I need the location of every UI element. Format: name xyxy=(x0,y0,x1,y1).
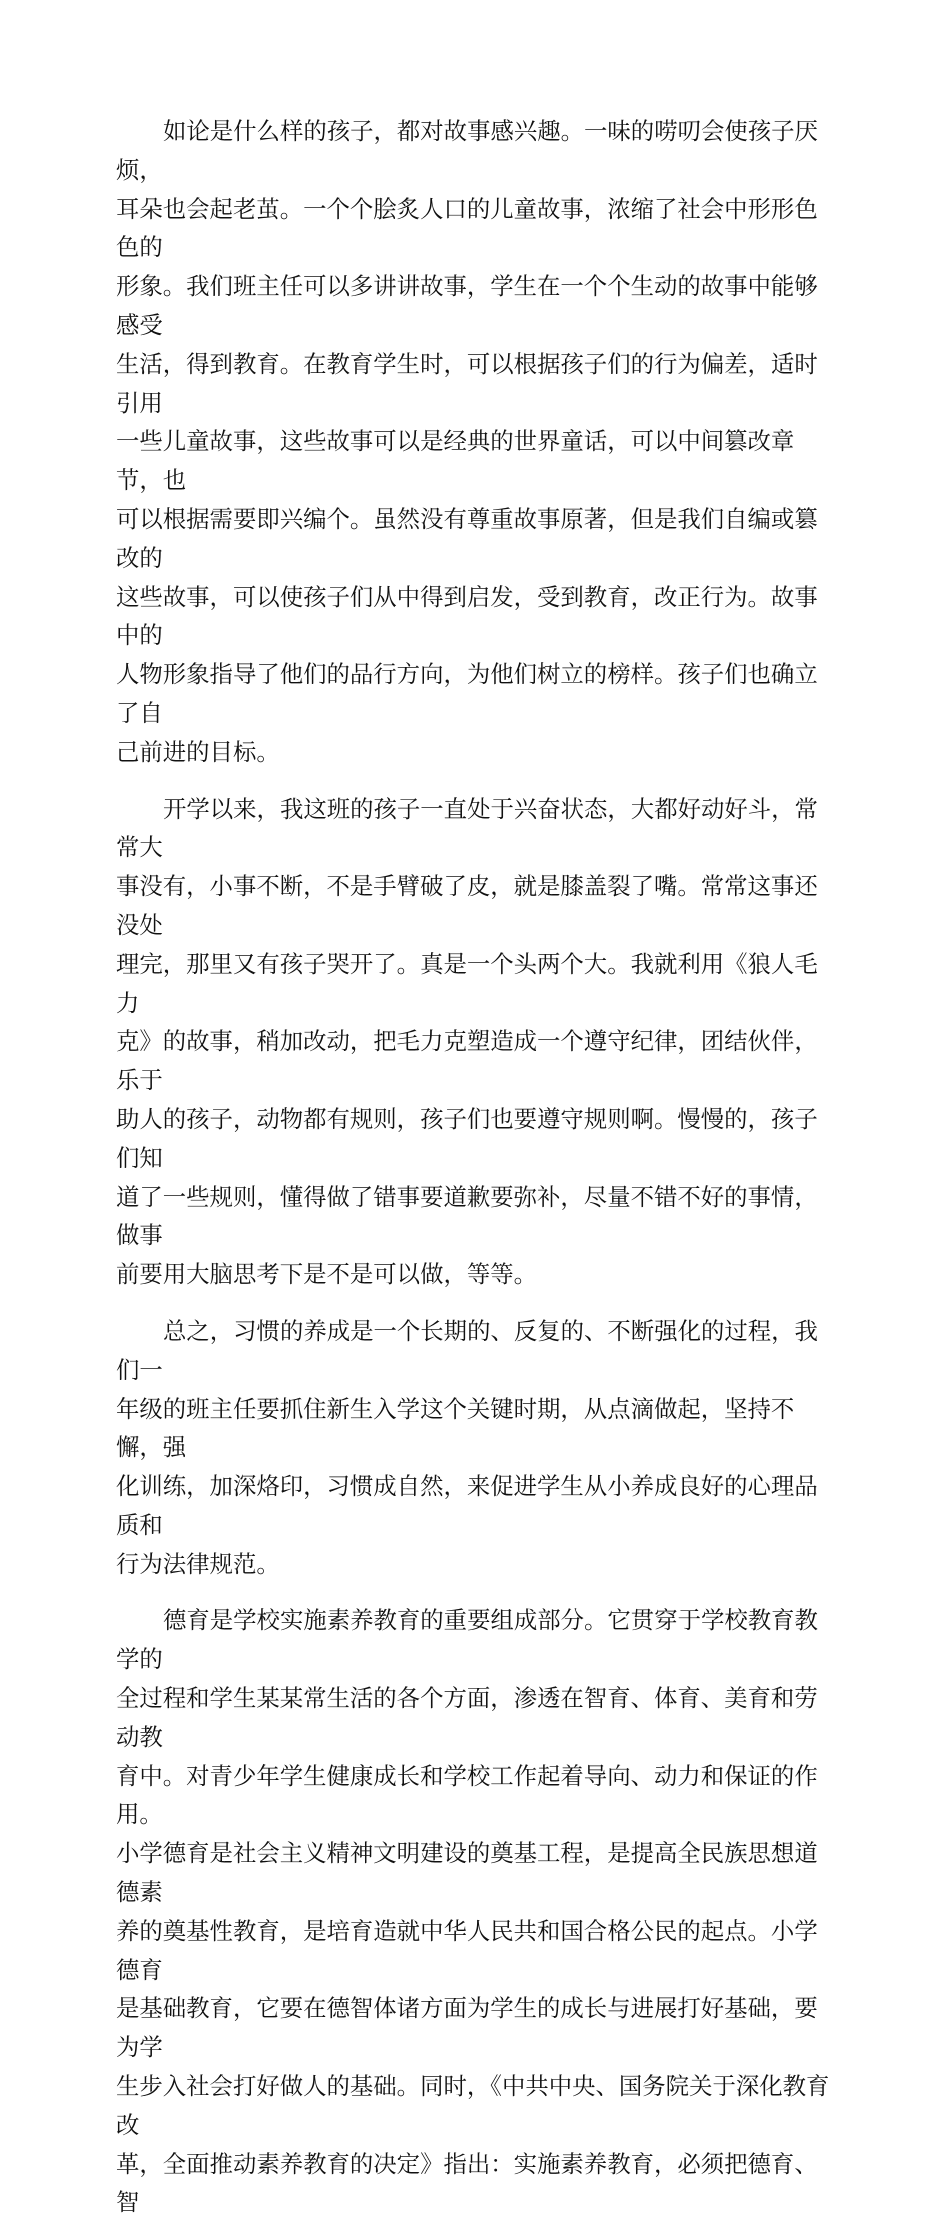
text-line: 革，全面推动素养教育的决定》指出：实施素养教育，必须把德育、智 xyxy=(116,2149,818,2217)
text-line: 道了一些规则，懂得做了错事要道歉要弥补，尽量不错不好的事情，做事 xyxy=(116,1182,818,1250)
text-line: 形象。我们班主任可以多讲讲故事，学生在一个个生动的故事中能够感受 xyxy=(116,272,818,339)
text-line: 小学德育是社会主义精神文明建设的奠基工程，是提高全民族思想道德素 xyxy=(116,1839,818,1907)
text-line: 助人的孩子，动物都有规则，孩子们也要遵守规则啊。慢慢的，孩子们知 xyxy=(116,1104,818,1172)
text-line: 一些儿童故事，这些故事可以是经典的世界童话，可以中间篡改章节，也 xyxy=(116,427,795,495)
text-line: 年级的班主任要抓住新生入学这个关键时期，从点滴做起，坚持不懈，强 xyxy=(116,1394,795,1462)
text-line: 行为法律规范。 xyxy=(116,1549,280,1578)
text-line: 全过程和学生某某常生活的各个方面，渗透在智育、体育、美育和劳动教 xyxy=(116,1684,818,1751)
text-line: 是基础教育，它要在德智体诸方面为学生的成长与进展打好基础，要为学 xyxy=(116,1994,818,2062)
paragraph-2 xyxy=(116,790,836,1294)
text-line: 化训练，加深烙印，习惯成自然，来促进学生从小养成良好的心理品质和 xyxy=(116,1472,818,1539)
text-line: 如论是什么样的孩子，都对故事感兴趣。一味的唠叨会使孩子厌烦， xyxy=(116,117,818,184)
text-line: 总之，习惯的养成是一个长期的、反复的、不断强化的过程，我们一 xyxy=(116,1316,818,1384)
text-line: 生活，得到教育。在教育学生时，可以根据孩子们的行为偏差，适时引用 xyxy=(116,349,818,417)
text-line: 这些故事，可以使孩子们从中得到启发，受到教育，改正行为。故事中的 xyxy=(116,582,818,650)
paragraph-3 xyxy=(116,1312,836,1584)
text-line: 克》的故事，稍加改动，把毛力克塑造成一个遵守纪律，团结伙伴，乐于 xyxy=(116,1027,818,1095)
paragraph-1 xyxy=(116,112,836,772)
document-body xyxy=(116,112,836,2240)
text-line: 生步入社会打好做人的基础。同时，《中共中央、国务院关于深化教育改 xyxy=(116,2072,830,2139)
text-line: 事没有，小事不断，不是手臂破了皮，就是膝盖裂了嘴。常常这事还没处 xyxy=(116,872,818,939)
text-line: 可以根据需要即兴编个。虽然没有尊重故事原著，但是我们自编或篡改的 xyxy=(116,504,818,572)
text-line: 前要用大脑思考下是不是可以做，等等。 xyxy=(116,1260,538,1289)
text-line: 人物形象指导了他们的品行方向，为他们树立的榜样。孩子们也确立了自 xyxy=(116,660,818,727)
text-line: 养的奠基性教育，是培育造就中华人民共和国合格公民的起点。小学德育 xyxy=(116,1916,818,1984)
text-line: 耳朵也会起老茧。一个个脍炙人口的儿童故事，浓缩了社会中形形色色的 xyxy=(116,194,818,262)
text-line: 己前进的目标。 xyxy=(116,737,280,766)
text-line: 育中。对青少年学生健康成长和学校工作起着导向、动力和保证的作用。 xyxy=(116,1761,818,1829)
text-line: 开学以来，我这班的孩子一直处于兴奋状态，大都好动好斗，常常大 xyxy=(116,794,818,862)
text-line: 德育是学校实施素养教育的重要组成部分。它贯穿于学校教育教学的 xyxy=(116,1606,818,1674)
paragraph-4 xyxy=(116,1601,836,2222)
text-line: 理完，那里又有孩子哭开了。真是一个头两个大。我就利用《狼人毛力 xyxy=(116,949,818,1017)
